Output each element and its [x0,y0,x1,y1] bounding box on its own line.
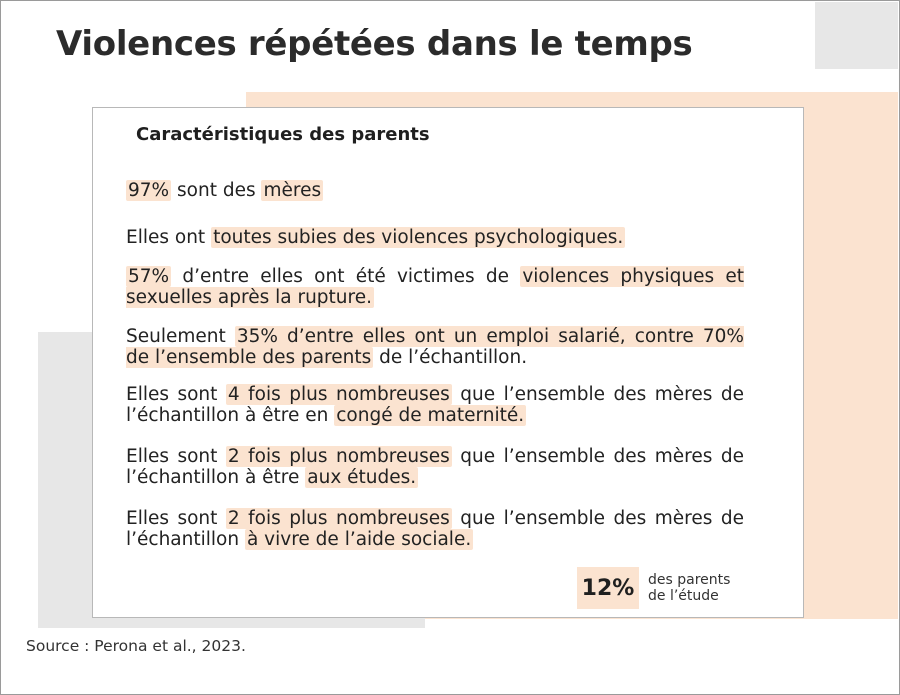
highlighted-text: violences physiques et sexuelles après la rupture. [126,266,744,308]
body-text: de l’échantillon. [373,347,528,368]
body-text: Elles sont [126,384,226,405]
highlighted-text: congé de maternité. [336,405,525,426]
fact-paragraph-maternity-leave [126,384,744,426]
source-citation: Source : Perona et al., 2023. [26,637,246,655]
highlighted-text: mères [263,180,322,201]
highlighted-text: 57% [128,266,170,287]
body-text: Elles sont [126,508,226,529]
stat-label-line1: des parents [648,572,731,588]
highlighted-text: 2 fois plus nombreuses [227,446,450,467]
stat-label [648,572,758,604]
stat-label-line2: de l’étude [648,588,719,604]
body-text: sont des [171,180,262,201]
body-text: que l’ensemble des mères de l’échantillon à être [126,446,745,488]
fact-paragraph-employment [126,326,744,368]
highlighted-text: 97% [128,180,170,201]
fact-paragraph-psychological-violence [126,227,744,248]
fact-paragraph-physical-violence [126,266,744,308]
highlighted-text: toutes subies des violences psychologiques. [213,227,624,248]
body-text: d’entre elles ont été victimes de [171,266,521,287]
fact-paragraph-mothers [126,180,744,201]
body-text: Seulement [126,326,235,347]
highlighted-text: 4 fois plus nombreuses [227,384,450,405]
highlighted-text: 2 fois plus nombreuses [227,508,450,529]
highlighted-text: à vivre de l’aide sociale. [246,529,472,550]
characteristics-card [92,107,804,618]
body-text: Elles ont [126,227,212,248]
body-text: Elles sont [126,446,226,467]
highlighted-text: 35% d’entre elles ont un emploi salarié, contre 70% de l’ensemble des parents [126,326,744,368]
highlighted-text: aux études. [307,467,417,488]
body-text: que l’ensemble des mères de l’échantillon à être en [126,384,745,426]
body-text: que l’ensemble des mères de l’échantillon [126,508,745,550]
fact-paragraph-studies [126,446,744,488]
card-heading: Caractéristiques des parents [136,124,430,145]
stat-value-badge: 12% [577,567,639,609]
page-title: Violences répétées dans le temps [56,24,693,64]
decorative-gray-block-top-right [815,2,898,69]
fact-paragraph-social-assistance [126,508,744,550]
